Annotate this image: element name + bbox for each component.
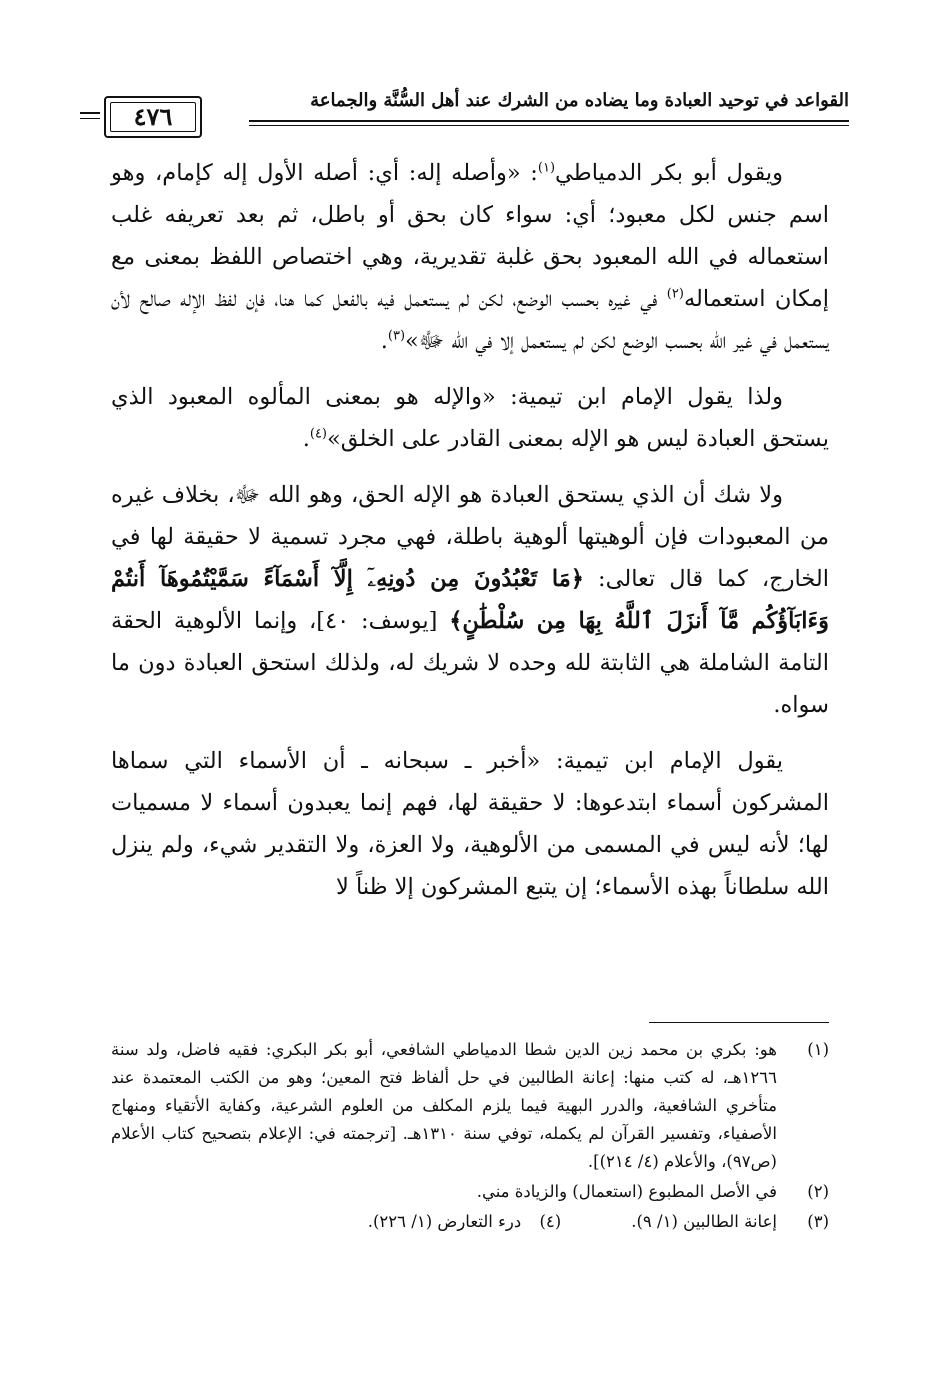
paragraph: [111, 376, 829, 460]
paragraph: [111, 474, 829, 726]
text-run: .: [380, 328, 388, 354]
quran-verse: ﴿مَا تَعْبُدُونَ مِن دُونِهِۦٓ إِلَّآ أَسْمَآءً سَمَّيْتُمُوهَآ أَنتُمْ وَءَابَآؤُكُم مَّآ أَنزَلَ ٱللَّهُ بِهَا مِن سُلْطَٰنٍ﴾: [111, 566, 829, 634]
paragraph: [111, 740, 829, 908]
footnote-2: [111, 1178, 829, 1206]
footnote-number: (٣): [807, 1212, 829, 1231]
text-run: : «وأصله إله: أي: أصله الأول إله كإمام، وهو اسم جنس لكل معبود؛ أي: سواء كان بحق أو باطل، ثم بعد تعريفه غلب استعماله في الله المعبود بحق غلبة تقديرية، وهي اختصاص اللفظ بمعنى مع إمكان استعماله: [111, 160, 830, 312]
page-number: ٤٧٦: [133, 102, 173, 131]
frame-dash-thin: [80, 118, 100, 119]
footnote-text: درء التعارض (١/ ٢٢٦).: [367, 1212, 522, 1231]
footnote-separator: [649, 1022, 829, 1023]
frame-dash: [80, 112, 100, 114]
footnote-text: في الأصل المطبوع (استعمال) والزيادة مني.: [476, 1182, 777, 1201]
footnote-number: (٢): [807, 1182, 829, 1201]
footnote-ref: (٤): [309, 426, 327, 442]
text-run: ويقول أبو بكر الدمياطي: [555, 160, 783, 186]
text-run: .: [302, 426, 310, 452]
text-run: في غيره بحسب الوضع، لكن لم يستعمل فيه بالفعل كما هنا، فإن لفظ الإله صالح لأن يستعمل في غير الله بحسب الوضع لكن لم يستعمل إلا في الله ﷻ»: [111, 286, 829, 354]
text-run: ولا شك أن الذي يستحق العبادة هو الإله الحق، وهو الله ﷻ، بخلاف غيره من المعبودات فإن ألوهيتها ألوهية باطلة، فهي مجرد تسمية لا حقيقة لها في الخارج، كما قال تعالى:: [111, 482, 829, 592]
footnotes: [111, 1036, 829, 1238]
footnote-4: [368, 1208, 561, 1236]
page-header: [80, 78, 849, 138]
footnote-ref: (٣): [387, 328, 406, 344]
footnote-3: [631, 1208, 829, 1236]
footnote-ref: (٢): [666, 286, 684, 302]
header-rule-thin: [249, 125, 849, 126]
text-run: يقول الإمام ابن تيمية: «أخبر ـ سبحانه ـ أن الأسماء التي سماها المشركون أسماء ابتدعوها: لا حقيقة لها، فهم إنما يعبدون أسماء لا مسميات لها؛ لأنه ليس في المسمى من الألوهية، ولا العزة، ولا التقدير شيء، ولم ينزل الله سلطاناً بهذه الأسماء؛ إن يتبع المشركون إلا ظناً لا: [111, 748, 829, 900]
footnote-row: [111, 1208, 829, 1238]
footnote-number: (٤): [539, 1212, 562, 1231]
text-run: [يوسف: ٤٠]، وإنما الألوهية الحقة التامة الشاملة هي الثابتة لله وحده لا شريك له، ولذلك استحق العبادة دون ما سواه.: [111, 608, 829, 718]
footnote-ref: (١): [537, 160, 556, 176]
footnote-text: هو: بكري بن محمد زين الدين شطا الدمياطي الشافعي، أبو بكر البكري: فقيه فاضل، ولد سنة ١٢٦٦هـ، له كتب منها: إعانة الطالبين في حل ألفاظ فتح المعين؛ وهو من الكتب المعتمدة عند متأخري الشافعية، والدرر البهية فيما يلزم المكلف من العلوم الشرعية، وكفاية الأتقياء ومنهاج الأصفياء، وتفسير القرآن لم يكمله، توفي سنة ١٣١٠هـ. [ترجمته في: الإعلام بتصحيح كتاب الأعلام (ص٩٧)، والأعلام (٤/ ٢١٤)].: [111, 1040, 777, 1171]
main-text: [111, 152, 829, 922]
page-number-frame: [104, 96, 202, 138]
text-run: ولذا يقول الإمام ابن تيمية: «والإله هو بمعنى المألوه المعبود الذي يستحق العبادة ليس هو الإله بمعنى القادر على الخلق»: [111, 384, 829, 452]
footnote-text: إعانة الطالبين (١/ ٩).: [631, 1212, 777, 1231]
paragraph: [111, 152, 829, 362]
running-title: القواعد في توحيد العبادة وما يضاده من الشرك عند أهل السُّنَّة والجماعة: [310, 90, 849, 111]
footnote-number: (١): [807, 1040, 829, 1059]
header-rule: [249, 120, 849, 122]
footnote-1: [111, 1036, 829, 1176]
